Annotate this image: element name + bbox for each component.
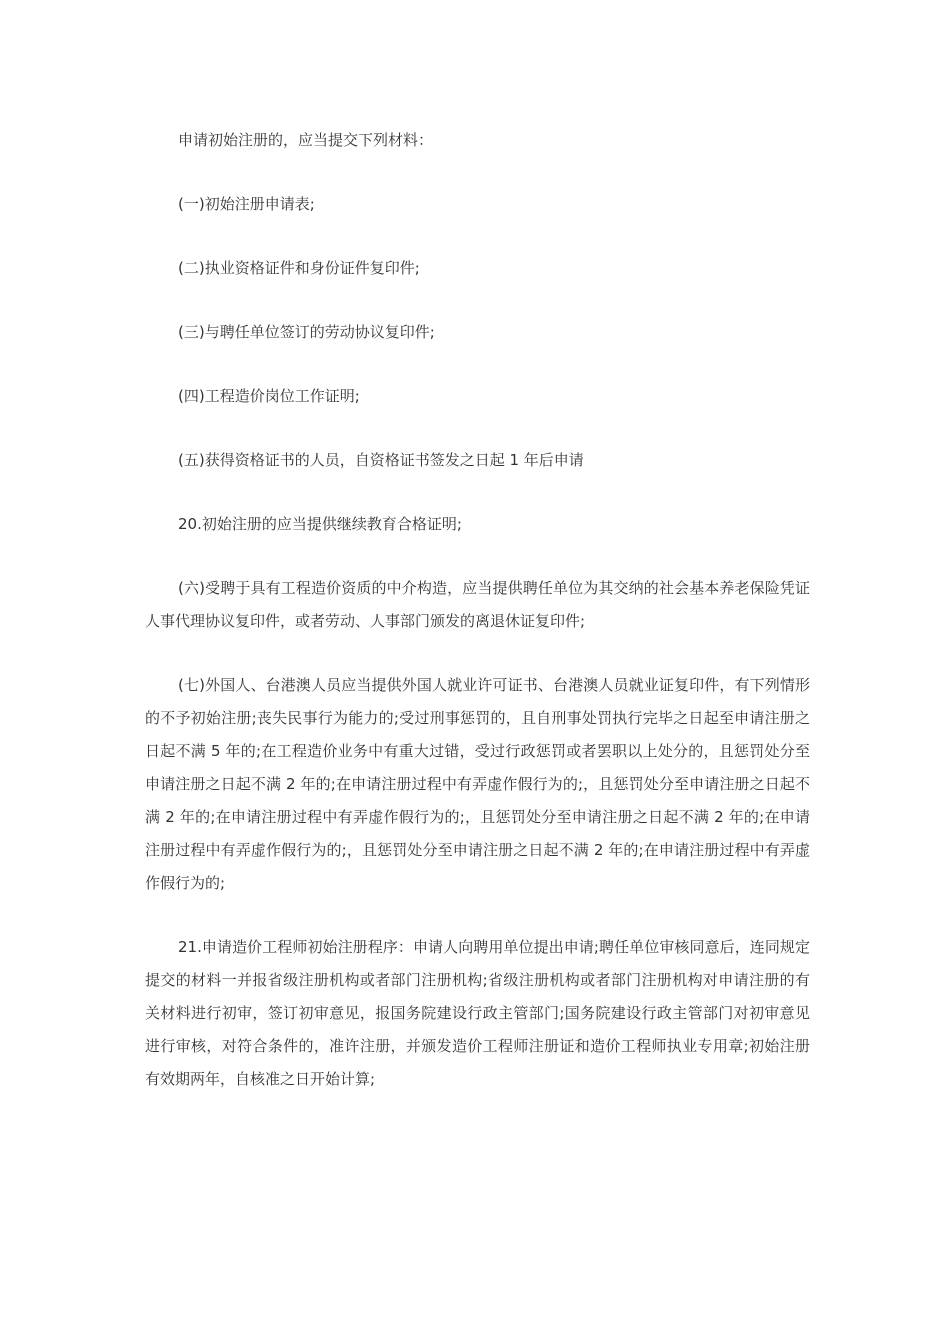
list-item-6: (六)受聘于具有工程造价资质的中介构造，应当提供聘任单位为其交纳的社会基本养老保险凭证人事代理协议复印件，或者劳动、人事部门颁发的离退休证复印件;	[145, 579, 810, 630]
list-item-5: (五)获得资格证书的人员，自资格证书签发之日起 1 年后申请	[178, 451, 584, 469]
paragraph-gap	[145, 221, 810, 252]
paragraph-gap	[145, 349, 810, 380]
paragraph-gap	[145, 157, 810, 188]
paragraph-gap	[145, 638, 810, 669]
paragraph-item-20: 20.初始注册的应当提供继续教育合格证明;	[178, 515, 462, 533]
list-item-4: (四)工程造价岗位工作证明;	[178, 387, 360, 405]
list-item-1: (一)初始注册申请表;	[178, 195, 315, 213]
list-item-3: (三)与聘任单位签订的劳动协议复印件;	[178, 323, 435, 341]
paragraph-gap	[145, 477, 810, 508]
paragraph-gap	[145, 541, 810, 572]
list-item-2: (二)执业资格证件和身份证件复印件;	[178, 259, 420, 277]
document-body	[145, 124, 810, 1096]
paragraph-intro: 申请初始注册的，应当提交下列材料：	[178, 131, 434, 149]
paragraph-gap	[145, 900, 810, 931]
paragraph-gap	[145, 413, 810, 444]
paragraph-gap	[145, 285, 810, 316]
list-item-7: (七)外国人、台港澳人员应当提供外国人就业许可证书、台港澳人员就业证复印件，有下列情形的不予初始注册;丧失民事行为能力的;受过刑事惩罚的，且自刑事处罚执行完毕之日起至申请注册之日起不满 5 年的;在工程造价业务中有重大过错，受过行政惩罚或者罢职以上处分的，且惩罚处分至申请注册之日起不满 2 年的;在申请注册过程中有弄虚作假行为的;，且惩罚处分至申请注册之日起不满 2 年的;在申请注册过程中有弄虚作假行为的;，且惩罚处分至申请注册之日起不满 2 年的;在申请注册过程中有弄虚作假行为的;，且惩罚处分至申请注册之日起不满 2 年的;在申请注册过程中有弄虚作假行为的;	[145, 676, 810, 892]
paragraph-item-21: 21.申请造价工程师初始注册程序：申请人向聘用单位提出申请;聘任单位审核同意后，连同规定提交的材料一并报省级注册机构或者部门注册机构;省级注册机构或者部门注册机构对申请注册的有关材料进行初审，签订初审意见，报国务院建设行政主管部门;国务院建设行政主管部门对初审意见进行审核，对符合条件的，准许注册，并颁发造价工程师注册证和造价工程师执业专用章;初始注册有效期两年，自核准之日开始计算;	[145, 938, 810, 1088]
